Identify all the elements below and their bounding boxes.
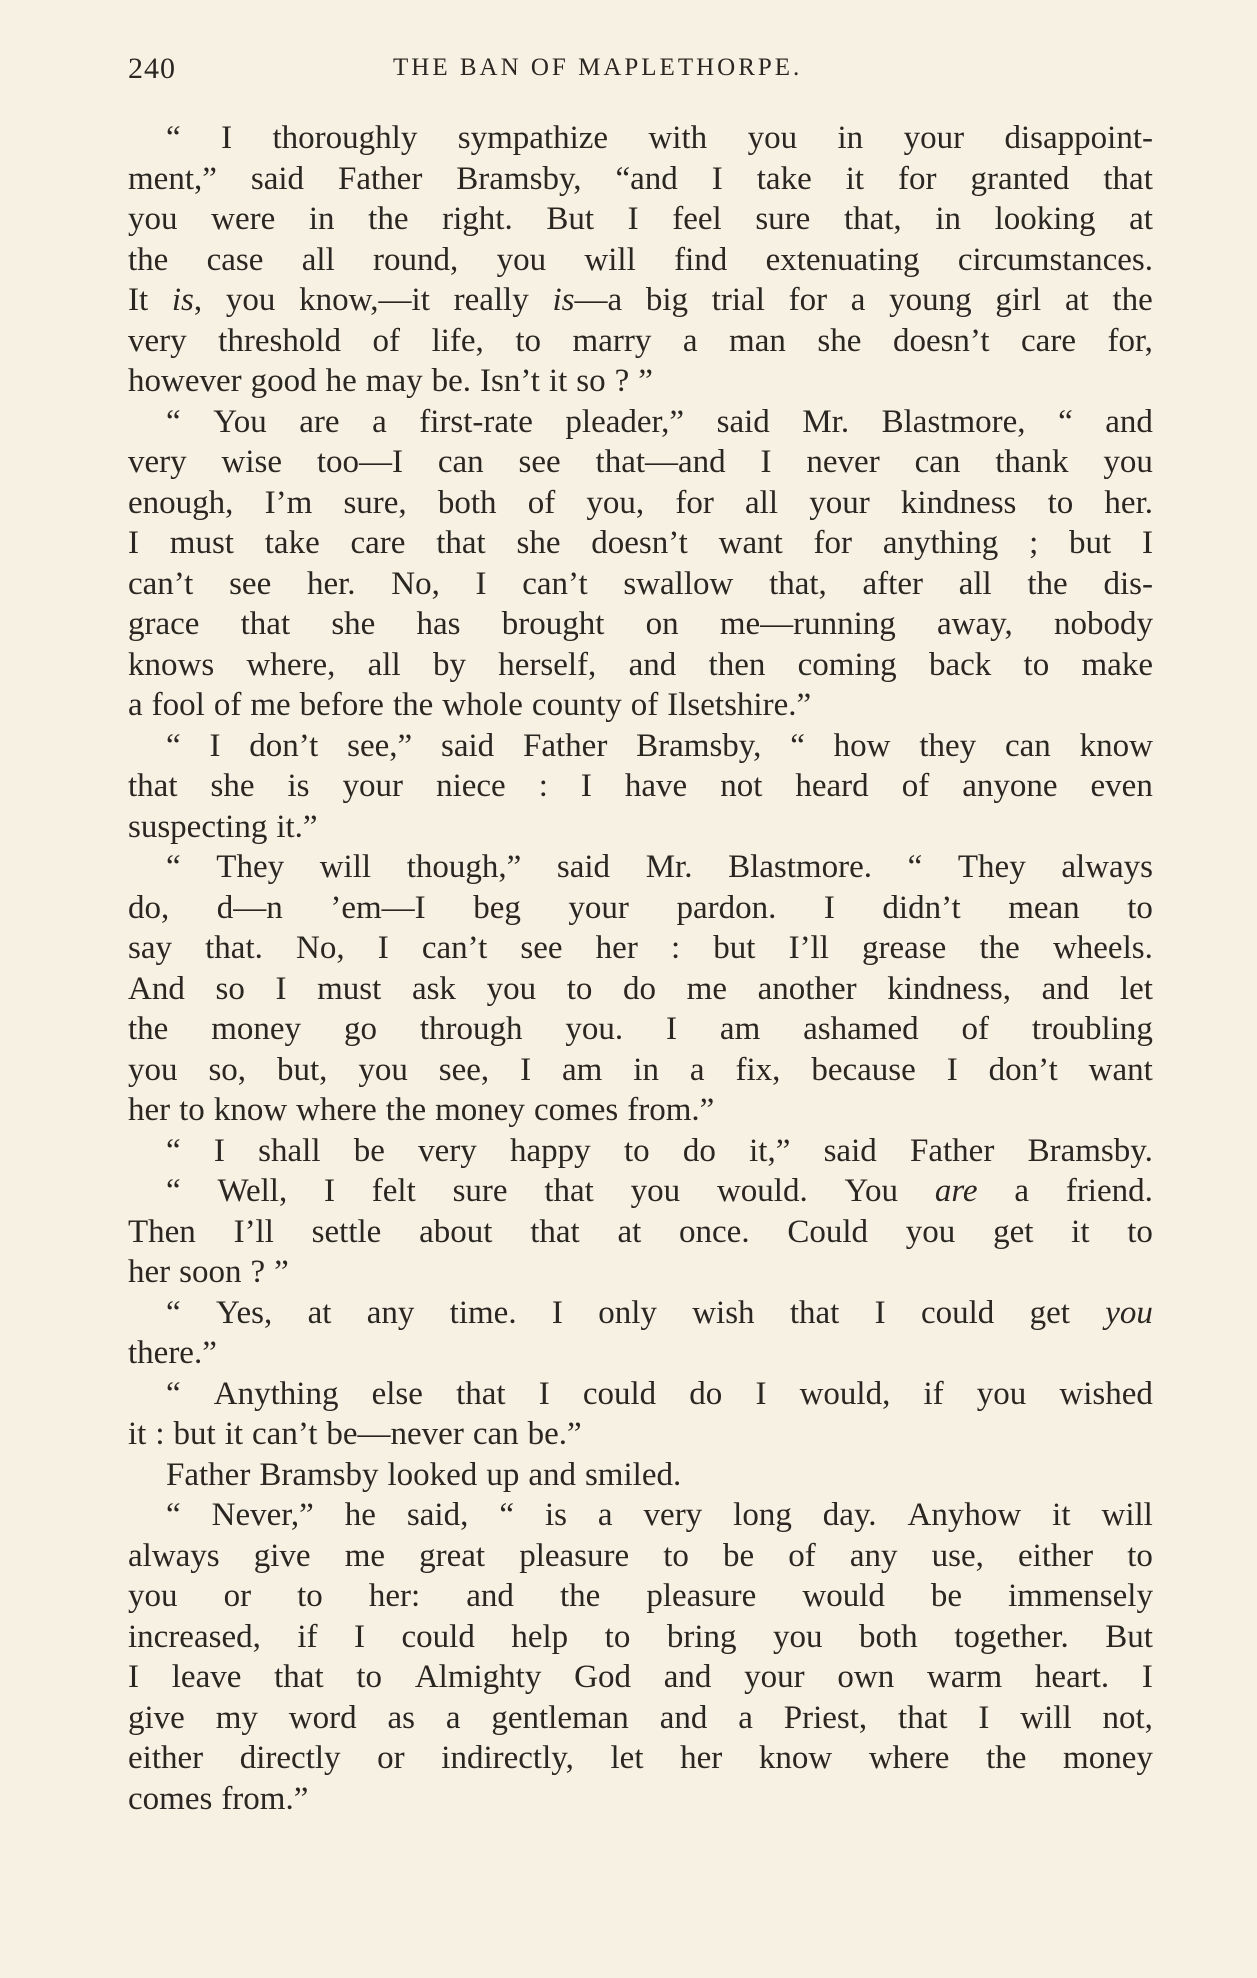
text-line: And so I must ask you to do me another kindness, and let — [128, 970, 1153, 1007]
text-line: “ Never,” he said, “ is a very long day. Anyhow it will — [166, 1497, 1153, 1533]
running-title: THE BAN OF MAPLETHORPE. — [393, 54, 803, 81]
text-line: the case all round, you will find extenuating circumstances. — [128, 241, 1153, 278]
text-line: grace that she has brought on me—running away, nobody — [128, 606, 1153, 642]
text-line: it : but it can’t be—never can be.” — [128, 1416, 582, 1452]
text-line: enough, I’m sure, both of you, for all your kindness to her. — [128, 484, 1153, 521]
text-line: very threshold of life, to marry a man she doesn’t care for, — [128, 322, 1153, 359]
body-text — [128, 120, 1153, 1821]
text-line: knows where, all by herself, and then coming back to make — [128, 646, 1153, 683]
text-line: I must take care that she doesn’t want for anything ; but I — [128, 525, 1153, 561]
text-line: Father Bramsby looked up and smiled. — [166, 1456, 682, 1493]
text-line: It is, you know,—it really is—a big trial for a young girl at the — [128, 282, 1153, 318]
text-line: “ Well, I felt sure that you would. You are a friend. — [166, 1173, 1153, 1209]
text-line: her soon ? ” — [128, 1254, 289, 1290]
text-line: can’t see her. No, I can’t swallow that, after all the dis- — [128, 565, 1153, 602]
text-line: comes from.” — [128, 1780, 309, 1817]
text-line: give my word as a gentleman and a Priest, that I will not, — [128, 1699, 1153, 1736]
page-number: 240 — [128, 52, 176, 85]
text-line: you so, but, you see, I am in a fix, because I don’t want — [128, 1051, 1153, 1088]
text-line: say that. No, I can’t see her : but I’ll grease the wheels. — [128, 930, 1153, 966]
text-line: “ Yes, at any time. I only wish that I could get you — [166, 1294, 1153, 1331]
text-line: either directly or indirectly, let her know where the money — [128, 1740, 1153, 1776]
running-head — [128, 52, 1153, 92]
text-line: increased, if I could help to bring you both together. But — [128, 1618, 1153, 1655]
text-line: you were in the right. But I feel sure that, in looking at — [128, 201, 1153, 237]
text-line: “ I shall be very happy to do it,” said Father Bramsby. — [166, 1132, 1153, 1169]
text-line: suspecting it.” — [128, 808, 318, 845]
text-line: I leave that to Almighty God and your own warm heart. I — [128, 1659, 1153, 1695]
text-line: there.” — [128, 1335, 217, 1371]
text-line: however good he may be. Isn’t it so ? ” — [128, 363, 653, 399]
text-line: “ They will though,” said Mr. Blastmore. “ They always — [166, 849, 1153, 885]
text-line: ment,” said Father Bramsby, “and I take it for granted that — [128, 160, 1153, 197]
text-line: very wise too—I can see that—and I never can thank you — [128, 444, 1153, 480]
text-line: “ Anything else that I could do I would, if you wished — [166, 1375, 1153, 1412]
text-line: you or to her: and the pleasure would be immensely — [128, 1578, 1153, 1614]
text-line: that she is your niece : I have not heard of anyone even — [128, 768, 1153, 804]
text-line: “ I thoroughly sympathize with you in your disappoint- — [166, 120, 1153, 156]
text-line: always give me great pleasure to be of any use, either to — [128, 1537, 1153, 1574]
text-line: “ You are a first-rate pleader,” said Mr. Blastmore, “ and — [166, 403, 1153, 440]
text-line: Then I’ll settle about that at once. Could you get it to — [128, 1213, 1153, 1250]
text-line: a fool of me before the whole county of Ilsetshire.” — [128, 687, 812, 723]
text-line: her to know where the money comes from.” — [128, 1092, 715, 1128]
text-line: “ I don’t see,” said Father Bramsby, “ how they can know — [166, 727, 1153, 764]
text-line: the money go through you. I am ashamed of troubling — [128, 1011, 1153, 1047]
text-line: do, d—n ’em—I beg your pardon. I didn’t mean to — [128, 889, 1153, 926]
